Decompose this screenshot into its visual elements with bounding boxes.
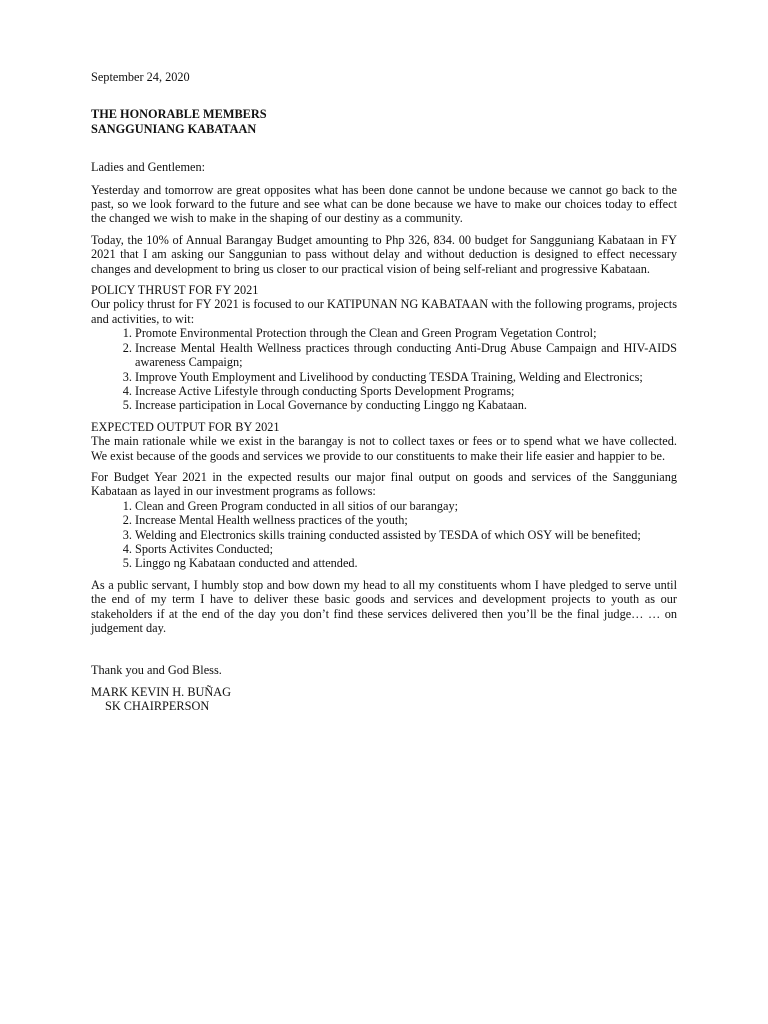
list-item: 4. Sports Activites Conducted; xyxy=(135,542,677,556)
closing-line: Thank you and God Bless. xyxy=(91,663,222,678)
list-item: 1. Promote Environmental Protection through the Clean and Green Program Vegetation Control; xyxy=(135,326,677,340)
output-paragraph: For Budget Year 2021 in the expected results our major final output on goods and services of the Sangguniang Kabataan as layed in our investment programs as follows: xyxy=(91,469,677,499)
letter-date: September 24, 2020 xyxy=(91,70,190,84)
output-heading: EXPECTED OUTPUT FOR BY 2021 xyxy=(91,419,280,434)
list-item: 1. Clean and Green Program conducted in all sitios of our barangay; xyxy=(135,499,677,513)
list-item: 3. Improve Youth Employment and Livelihood by conducting TESDA Training, Welding and Electronics; xyxy=(135,370,677,384)
policy-heading: POLICY THRUST FOR FY 2021 xyxy=(91,283,259,298)
addressee-line-1: THE HONORABLE MEMBERS xyxy=(91,107,267,122)
list-item: 2. Increase Mental Health Wellness practices through conducting Anti-Drug Abuse Campaign and HIV-AIDS awareness Campaign; xyxy=(135,341,677,370)
policy-intro: Our policy thrust for FY 2021 is focused to our KATIPUNAN NG KABATAAN with the following programs, projects and activities, to wit: xyxy=(91,297,677,326)
letter-body xyxy=(91,70,677,714)
signatory-name: MARK KEVIN H. BUÑAG xyxy=(91,684,232,699)
list-item: 2. Increase Mental Health wellness practices of the youth; xyxy=(135,513,677,527)
list-item: 5. Increase participation in Local Governance by conducting Linggo ng Kabataan. xyxy=(135,398,677,412)
list-item: 5. Linggo ng Kabataan conducted and attended. xyxy=(135,556,677,570)
paragraph-2: Today, the 10% of Annual Barangay Budget amounting to Php 326, 834. 00 budget for Sangguniang Kabataan in FY 2021 that I am asking our Sanggunian to pass without delay and without deduction is designed to effect necessary changes and development to bring us closer to our practical vision of being self-reliant and progressive Kabataan. xyxy=(91,232,677,276)
policy-list xyxy=(91,326,677,412)
output-intro: The main rationale while we exist in the barangay is not to collect taxes or fees or to spend what we have collected. We exist because of the goods and services we provide to our constituents to make their life easier and happier to be. xyxy=(91,434,677,463)
paragraph-1: Yesterday and tomorrow are great opposites what has been done cannot be undone because we cannot go back to the past, so we look forward to the future and see what can be done because we have to make our choices today to effect the changed we wish to make in the shaping of our destiny as a community. xyxy=(91,182,677,226)
output-list xyxy=(91,499,677,571)
list-item: 3. Welding and Electronics skills training conducted assisted by TESDA of which OSY will be benefited; xyxy=(135,528,677,542)
addressee-block xyxy=(91,107,677,136)
signatory-title: SK CHAIRPERSON xyxy=(105,699,210,714)
salutation: Ladies and Gentlemen: xyxy=(91,160,206,175)
list-item: 4. Increase Active Lifestyle through conducting Sports Development Programs; xyxy=(135,384,677,398)
final-paragraph: As a public servant, I humbly stop and bow down my head to all my constituents whom I have pledged to serve until the end of my term I have to deliver these basic goods and services and development projects to youth as our stakeholders if at the end of the day you don’t find these services delivered then you’ll be the final judge… … on judgement day. xyxy=(91,577,677,635)
addressee-line-2: SANGGUNIANG KABATAAN xyxy=(91,121,257,136)
